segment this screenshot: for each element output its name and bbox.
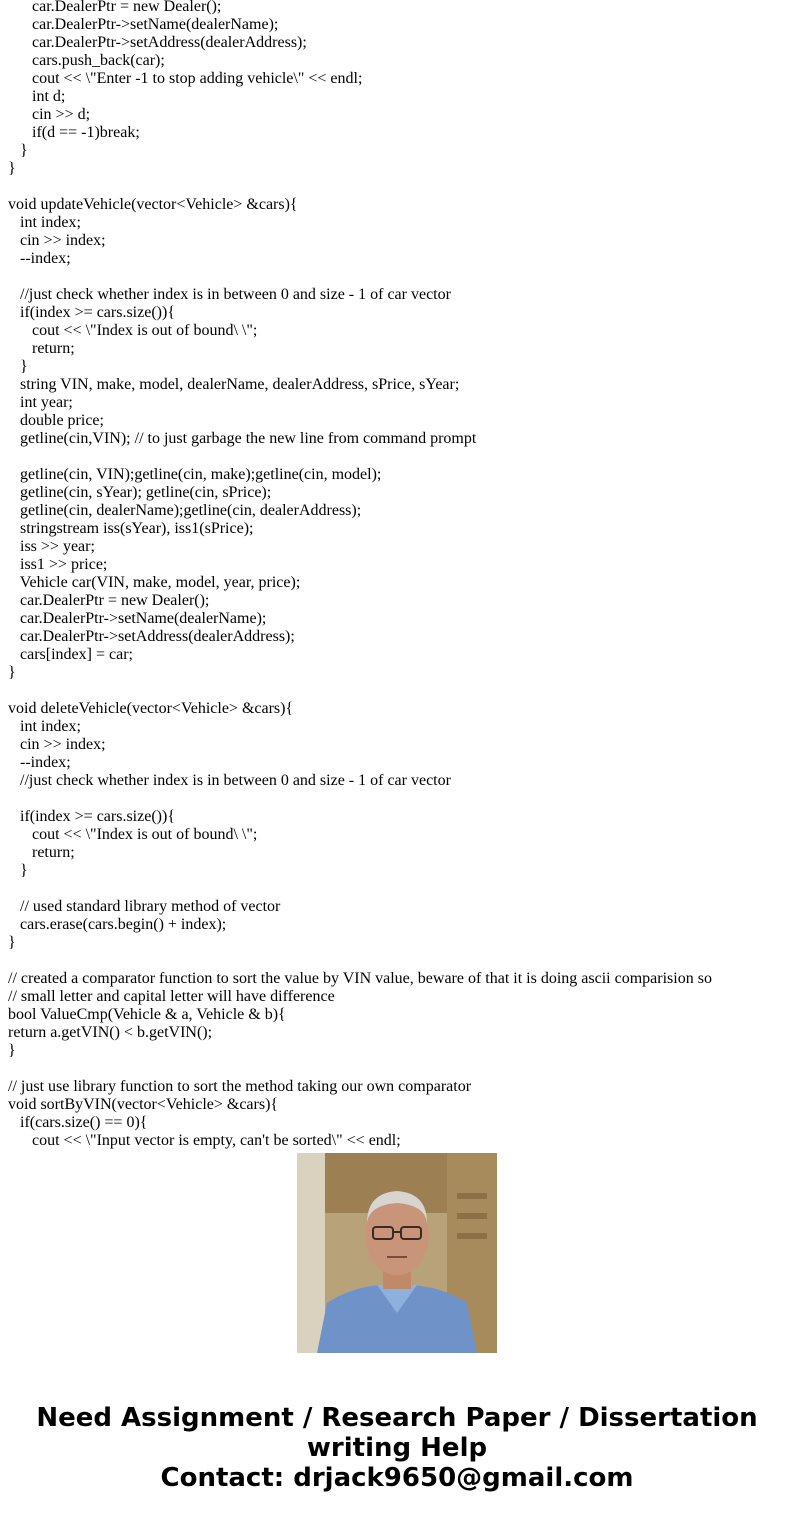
code-line: } [8, 664, 16, 681]
code-line: cout << \"Input vector is empty, can't be sorted\" << endl; [8, 1132, 401, 1149]
code-line: cars.push_back(car); [8, 52, 165, 69]
code-line: --index; [8, 250, 71, 267]
code-line: car.DealerPtr->setAddress(dealerAddress); [8, 34, 307, 51]
code-line: } [8, 358, 28, 375]
code-line: cars[index] = car; [8, 646, 133, 663]
code-line: } [8, 160, 16, 177]
code-line: cin >> d; [8, 106, 91, 123]
code-line: // just use library function to sort the method taking our own comparator [8, 1078, 472, 1095]
code-line: double price; [8, 412, 104, 429]
code-line: Vehicle car(VIN, make, model, year, price); [8, 574, 301, 591]
code-line: return; [8, 844, 75, 861]
code-line: //just check whether index is in between 0 and size - 1 of car vector [8, 286, 451, 303]
promo-banner [0, 1403, 794, 1493]
code-line: if(index >= cars.size()){ [8, 304, 175, 321]
code-line: cin >> index; [8, 736, 106, 753]
code-line: void sortByVIN(vector<Vehicle> &cars){ [8, 1096, 279, 1113]
code-line: } [8, 1042, 16, 1059]
code-line: // used standard library method of vector [8, 898, 281, 915]
code-line: bool ValueCmp(Vehicle & a, Vehicle & b){ [8, 1006, 286, 1023]
code-line: getline(cin,VIN); // to just garbage the new line from command prompt [8, 430, 477, 447]
code-line: cin >> index; [8, 232, 106, 249]
code-line: // small letter and capital letter will have difference [8, 988, 335, 1005]
code-line: int d; [8, 88, 66, 105]
code-line: stringstream iss(sYear), iss1(sPrice); [8, 520, 254, 537]
code-line [8, 790, 712, 808]
code-line: } [8, 934, 16, 951]
code-line: cout << \"Enter -1 to stop adding vehicle\" << endl; [8, 70, 363, 87]
code-line: } [8, 862, 28, 879]
code-line: string VIN, make, model, dealerName, dealerAddress, sPrice, sYear; [8, 376, 460, 393]
code-line: iss1 >> price; [8, 556, 108, 573]
code-line: void updateVehicle(vector<Vehicle> &cars){ [8, 196, 298, 213]
code-line [8, 1060, 712, 1078]
code-line: cout << \"Index is out of bound\ \"; [8, 826, 258, 843]
code-line: } [8, 142, 28, 159]
code-line [8, 178, 712, 196]
code-line: car.DealerPtr = new Dealer(); [8, 592, 210, 609]
code-line: int year; [8, 394, 73, 411]
code-line [8, 682, 712, 700]
code-line: cout << \"Index is out of bound\ \"; [8, 322, 258, 339]
promo-line-1: Need Assignment / Research Paper / Dissertation [36, 1403, 758, 1433]
code-line: // created a comparator function to sort the value by VIN value, beware of that it is doing ascii comparision so [8, 970, 712, 987]
code-line: cars.erase(cars.begin() + index); [8, 916, 227, 933]
code-line: car.DealerPtr->setAddress(dealerAddress); [8, 628, 295, 645]
code-line: iss >> year; [8, 538, 95, 555]
code-line: if(index >= cars.size()){ [8, 808, 175, 825]
code-line [8, 880, 712, 898]
code-line: getline(cin, sYear); getline(cin, sPrice); [8, 484, 272, 501]
code-line [8, 268, 712, 286]
code-line: int index; [8, 718, 81, 735]
code-line [8, 448, 712, 466]
code-line: car.DealerPtr->setName(dealerName); [8, 610, 267, 627]
promo-contact: Contact: drjack9650@gmail.com [160, 1463, 634, 1493]
code-line: return; [8, 340, 75, 357]
code-line: car.DealerPtr->setName(dealerName); [8, 16, 279, 33]
code-line: //just check whether index is in between 0 and size - 1 of car vector [8, 772, 451, 789]
code-line: if(d == -1)break; [8, 124, 140, 141]
code-line: void deleteVehicle(vector<Vehicle> &cars){ [8, 700, 294, 717]
code-block [8, 0, 712, 1150]
promo-line-2: writing Help [306, 1433, 488, 1463]
code-line: if(cars.size() == 0){ [8, 1114, 148, 1131]
author-avatar [297, 1153, 497, 1353]
code-line: getline(cin, VIN);getline(cin, make);getline(cin, model); [8, 466, 382, 483]
code-line: int index; [8, 214, 81, 231]
code-line: getline(cin, dealerName);getline(cin, dealerAddress); [8, 502, 362, 519]
code-line: return a.getVIN() < b.getVIN(); [8, 1024, 213, 1041]
code-line: --index; [8, 754, 71, 771]
code-line [8, 952, 712, 970]
code-line: car.DealerPtr = new Dealer(); [8, 0, 222, 15]
